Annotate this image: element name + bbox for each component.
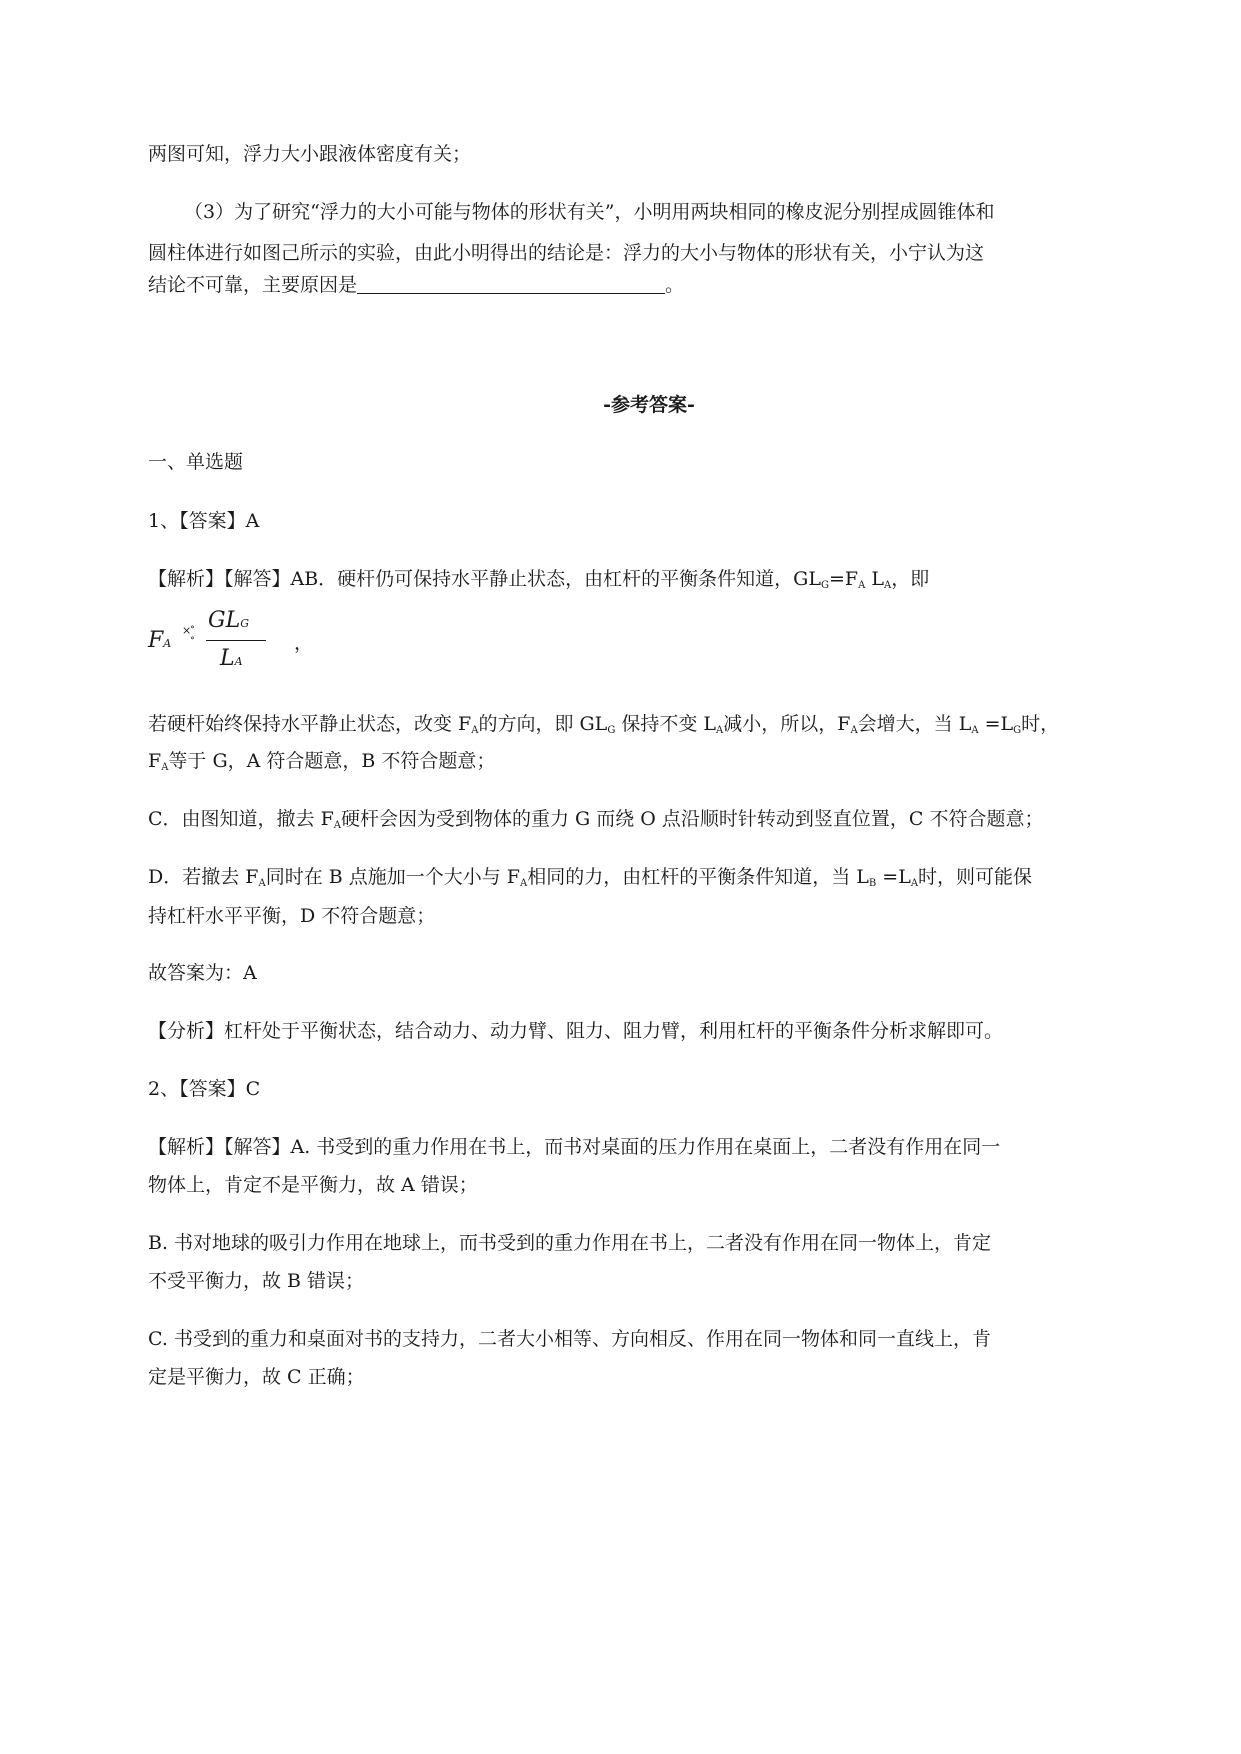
answer-heading: -参考答案- xyxy=(603,394,695,416)
text-segment: ，即 xyxy=(891,568,930,590)
formula-comma: ， xyxy=(294,632,314,654)
text-line: 定是平衡力，故 C 正确； xyxy=(148,1366,365,1388)
text-segment: =F xyxy=(828,568,859,590)
fraction-bar xyxy=(206,640,266,641)
text-line: 故答案为：A xyxy=(148,962,257,984)
formula xyxy=(148,602,348,682)
text-line: $F_A$等于 G，A 符合题意，B 不符合题意； xyxy=(148,750,496,773)
q1-answer: 1、【答案】A xyxy=(148,510,260,532)
text-line: C. 书受到的重力和桌面对书的支持力，二者大小相等、方向相反、作用在同一物体和同一直线上，肯 xyxy=(148,1328,991,1350)
text-line xyxy=(148,273,684,297)
text-segment: 结论不可靠，主要原因是 xyxy=(148,274,358,296)
subscript: G xyxy=(820,580,829,591)
formula-denominator: LA xyxy=(220,646,243,671)
text-line: 【解析】【解答】A. 书受到的重力作用在书上，而书对桌面的压力作用在桌面上，二者没有作用在同一 xyxy=(148,1136,1001,1158)
subscript: A xyxy=(858,580,866,591)
text-line: 物体上，肯定不是平衡力，故 A 错误； xyxy=(148,1174,478,1196)
formula-dots: ∘ ∘ xyxy=(190,622,195,644)
formula-symbol: × xyxy=(182,624,192,637)
text-line: 不受平衡力，故 B 错误； xyxy=(148,1270,365,1292)
formula-numerator: GLG xyxy=(208,608,249,633)
text-line: 若硬杆始终保持水平静止状态，改变 $F_A$的方向，即 $GL_G$ 保持不变 $L_A$减小，所以，$F_A$会增大，当 $L_A =L_G$时， xyxy=(148,713,1060,736)
text-segment: 【解析】【解答】AB．硬杆仍可保持水平静止状态，由杠杆的平衡条件知道，GL xyxy=(148,568,821,590)
section-title: 一、单选题 xyxy=(148,451,244,473)
q2-answer: 2、【答案】C xyxy=(148,1078,261,1100)
text-segment: 。 xyxy=(665,274,685,296)
text-line: C．由图知道，撤去 $F_A$硬杆会因为受到物体的重力 G 而绕 O 点沿顺时针转动到竖直位置，C 不符合题意； xyxy=(148,808,1044,831)
text-line: （3）为了研究“浮力的大小可能与物体的形状有关”，小明用两块相同的橡皮泥分别捏成圆锥体和 xyxy=(184,201,995,223)
answer-blank xyxy=(357,275,665,294)
text-line: 【分析】杠杆处于平衡状态，结合动力、动力臂、阻力、阻力臂，利用杠杆的平衡条件分析求解即可。 xyxy=(148,1020,1004,1042)
q1-analysis-line xyxy=(148,567,929,591)
subscript: A xyxy=(884,580,892,591)
text-line: 两图可知，浮力大小跟液体密度有关； xyxy=(148,143,472,165)
text-line: 持杠杆水平平衡，D 不符合题意； xyxy=(148,905,436,927)
text-segment: L xyxy=(865,568,884,590)
text-line: D．若撤去 $F_A$同时在 B 点施加一个大小与 $F_A$相同的力，由杠杆的平衡条件知道，当 $L_B =L_A$时，则可能保 xyxy=(148,866,1033,889)
formula-f: FA xyxy=(148,628,172,653)
text-line: B. 书对地球的吸引力作用在地球上，而书受到的重力作用在书上，二者没有作用在同一物体上，肯定 xyxy=(148,1232,992,1254)
text-line: 圆柱体进行如图己所示的实验，由此小明得出的结论是：浮力的大小与物体的形状有关，小宁认为这 xyxy=(148,242,985,264)
